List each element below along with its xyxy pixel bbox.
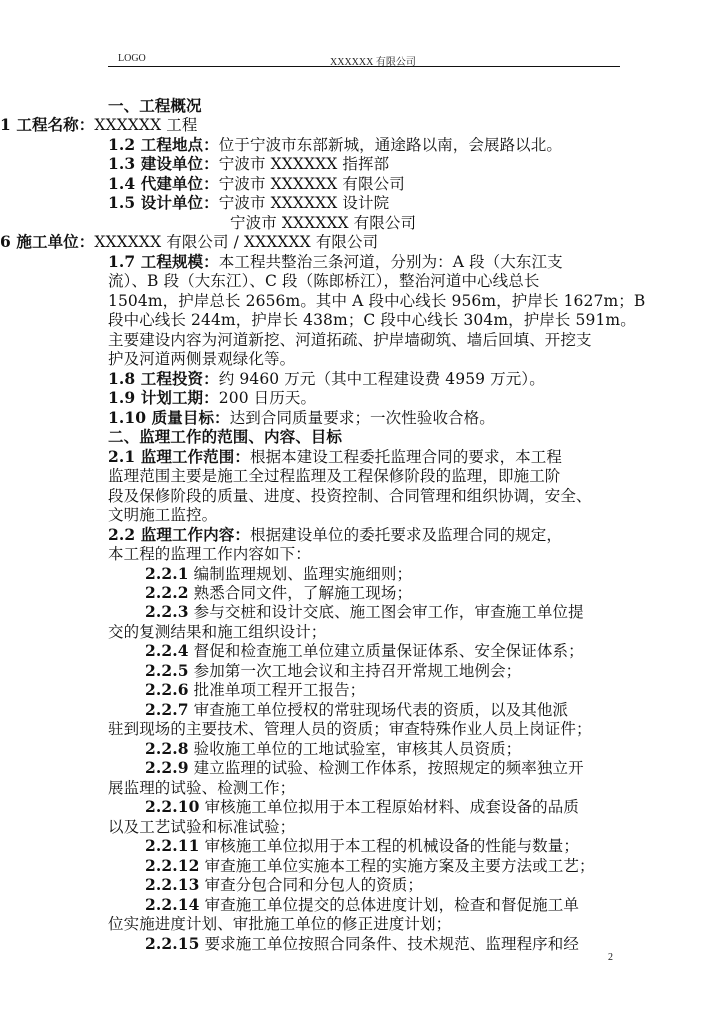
text-line <box>145 602 584 621</box>
text-line <box>108 622 326 641</box>
line-text: 展监理的试验、检测工作； <box>108 778 296 797</box>
line-label: 2.2.15 <box>145 933 200 953</box>
text-line <box>108 505 217 524</box>
line-label: 2.2.7 <box>145 699 189 719</box>
header-company: XXXXXX 有限公司 <box>330 57 416 68</box>
text-line <box>108 408 495 427</box>
line-text: 本工程的监理工作内容如下： <box>108 545 311 564</box>
line-text: 约 9460 万元（其中工程建设费 4959 万元）。 <box>218 369 545 388</box>
line-text: 文明施工监控。 <box>108 506 218 525</box>
text-line <box>145 836 579 855</box>
line-label: 2.2.12 <box>145 855 200 875</box>
line-text: 监理范围主要是施工全过程监理及工程保修阶段的监理，即施工阶 <box>108 467 561 486</box>
line-text: 段中心线长 244m，护岸长 438m；C 段中心线长 304m，护岸长 591m。 <box>108 311 636 330</box>
line-text: 督促和检查施工单位建立质量保证体系、安全保证体系； <box>188 642 584 661</box>
line-label: 2.2.13 <box>145 875 200 895</box>
text-line <box>0 232 378 251</box>
line-text: 位于宁波市东部新城，通途路以南，会展路以北。 <box>218 135 562 154</box>
line-text: 1504m，护岸总长 2656m。其中 A 段中心线长 956m，护岸长 1627m；B <box>108 291 646 310</box>
line-text: 护及河道两侧景观绿化等。 <box>108 350 296 369</box>
text-line <box>108 96 202 115</box>
page-number: 2 <box>608 952 613 963</box>
text-line <box>108 817 295 836</box>
text-line <box>108 330 592 349</box>
line-text: 宁波市 XXXXXX 指挥部 <box>218 155 390 174</box>
text-line <box>0 115 197 134</box>
line-text: 要求施工单位按照合同条件、技术规范、监理程序和经 <box>199 934 579 953</box>
line-text: 验收施工单位的工地试验室，审核其人员资质； <box>188 739 522 758</box>
line-label: 1.4 代建单位： <box>108 173 219 193</box>
line-text: 参加第一次工地会议和主持召开常规工地例会； <box>188 661 522 680</box>
line-label: 6 施工单位： <box>0 232 95 252</box>
line-label: 2.2.2 <box>145 583 189 602</box>
line-text: 批准单项工程开工报告； <box>188 681 366 700</box>
line-text: 达到合同质量要求；一次性验收合格。 <box>229 408 495 427</box>
line-text: 审查施工单位授权的常驻现场代表的资质，以及其他派 <box>188 700 569 719</box>
text-line <box>108 174 405 193</box>
line-label: 1.10 质量目标： <box>108 407 230 427</box>
line-text: 宁波市 XXXXXX 有限公司 <box>218 174 405 193</box>
line-label: 2.2.9 <box>145 758 189 778</box>
line-label: 1.5 设计单位： <box>108 193 219 213</box>
line-text: 审查施工单位提交的总体进度计划，检查和督促施工单 <box>199 895 579 914</box>
line-label: 1.3 建设单位： <box>108 154 219 174</box>
text-line <box>145 895 579 914</box>
text-line <box>145 875 423 894</box>
text-line <box>145 700 568 719</box>
line-text: 宁波市 XXXXXX 设计院 <box>218 194 390 213</box>
line-text: 200 日历天。 <box>218 389 317 408</box>
line-label: 2.2 监理工作内容： <box>108 524 250 544</box>
text-line <box>108 252 563 271</box>
line-label: 2.2.10 <box>145 797 200 817</box>
text-line <box>108 778 295 797</box>
text-line <box>108 135 562 154</box>
line-text: 驻到现场的主要技术、管理人员的资质；审查特殊作业人员上岗证件； <box>108 720 592 739</box>
text-line <box>145 758 584 777</box>
text-line <box>108 486 592 505</box>
line-label: 二、监理工作的范围、内容、目标 <box>108 427 343 447</box>
line-label: 2.2.1 <box>145 563 189 583</box>
line-text: 主要建设内容为河道新挖、河道拓疏、护岸墙砌筑、墙后回填、开挖支 <box>108 330 592 349</box>
line-text: 位实施进度计划、审批施工单位的修正进度计划； <box>108 915 452 934</box>
line-label: 2.1 监理工作范围： <box>108 446 250 466</box>
text-line <box>230 213 416 232</box>
text-line <box>145 739 521 758</box>
line-text: 根据建设单位的委托要求及监理合同的规定， <box>249 525 562 544</box>
line-label: 2.2.3 <box>145 602 189 622</box>
line-text: 参与交桩和设计交底、施工图会审工作，审查施工单位提 <box>188 603 584 622</box>
line-label: 1.2 工程地点： <box>108 134 219 154</box>
text-line <box>108 388 316 407</box>
text-line <box>108 271 539 290</box>
text-line <box>108 544 311 563</box>
line-text: 建立监理的试验、检测工作体系，按照规定的频率独立开 <box>188 759 584 778</box>
line-label: 2.2.11 <box>145 836 200 856</box>
line-text: XXXXXX 工程 <box>94 116 198 135</box>
line-text: 审核施工单位拟用于本工程原始材料、成套设备的品质 <box>199 798 579 817</box>
text-line <box>145 564 412 583</box>
text-line <box>108 310 636 329</box>
text-line <box>145 583 412 602</box>
line-text: 段及保修阶段的质量、进度、投资控制、合同管理和组织协调，安全、 <box>108 486 592 505</box>
text-line <box>108 466 560 485</box>
line-label: 1.7 工程规模： <box>108 251 219 271</box>
text-line <box>145 934 579 953</box>
line-text: 以及工艺试验和标准试验； <box>108 817 296 836</box>
text-line <box>145 680 365 699</box>
line-text: XXXXXX 有限公司 / XXXXXX 有限公司 <box>94 233 379 252</box>
text-line <box>108 525 562 544</box>
header-logo: LOGO <box>118 53 146 64</box>
line-label: 2.2.5 <box>145 660 189 680</box>
line-text: 审查分包合同和分包人的资质； <box>199 876 423 895</box>
line-text: 宁波市 XXXXXX 有限公司 <box>230 213 417 232</box>
line-label: 一、工程概况 <box>108 96 202 115</box>
line-label: 2.2.4 <box>145 641 189 661</box>
line-text: 编制监理规划、监理实施细则； <box>188 564 413 583</box>
text-line <box>108 427 342 446</box>
line-text: 熟悉合同文件，了解施工现场； <box>188 584 413 602</box>
line-label: 1.8 工程投资： <box>108 368 219 388</box>
line-label: 2.2.8 <box>145 738 189 758</box>
text-line <box>108 719 592 738</box>
line-text: 审查施工单位实施本工程的实施方案及主要方法或工艺； <box>199 856 595 875</box>
line-text: 根据本建设工程委托监理合同的要求，本工程 <box>249 447 562 466</box>
text-line <box>145 661 521 680</box>
line-text: 审核施工单位拟用于本工程的机械设备的性能与数量； <box>199 837 579 856</box>
line-label: 1.9 计划工期： <box>108 388 219 408</box>
text-line <box>108 193 389 212</box>
text-line <box>145 641 584 660</box>
header-rule <box>108 66 620 67</box>
line-label: 2.2.14 <box>145 894 200 914</box>
text-line <box>108 447 562 466</box>
text-line <box>108 914 451 933</box>
line-text: 流）、B 段（大东江）、C 段（陈郎桥江），整治河道中心线总长 <box>108 272 540 291</box>
line-text: 本工程共整治三条河道，分别为：A 段（大东江支 <box>218 252 563 271</box>
text-line <box>108 154 389 173</box>
line-label: 2.2.6 <box>145 680 189 700</box>
text-line <box>108 349 295 368</box>
text-line <box>108 291 645 310</box>
line-label: 1 工程名称： <box>0 115 95 135</box>
text-line <box>108 369 545 388</box>
text-line <box>145 856 595 875</box>
line-text: 交的复测结果和施工组织设计； <box>108 622 327 641</box>
text-line <box>145 797 579 816</box>
